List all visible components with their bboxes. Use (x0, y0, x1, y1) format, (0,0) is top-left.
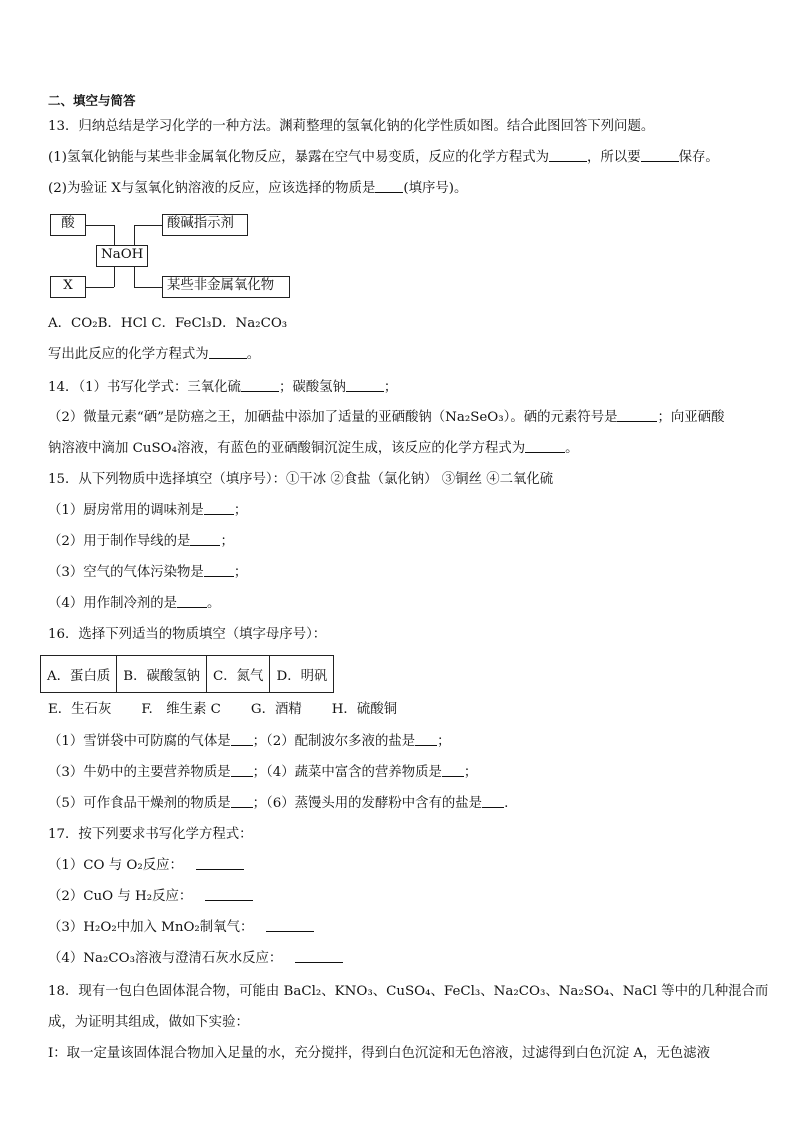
q17-item: （1）CO 与 O₂反应： (48, 857, 244, 875)
q13-choices: A．CO₂B．HCl C．FeCl₃D．Na₂CO₃ (48, 316, 288, 331)
connector-line (86, 225, 114, 226)
q16-stem: 16．选择下列适当的物质填空（填字母序号）： (48, 627, 327, 642)
answer-blank (204, 564, 234, 577)
q14-line1: 14．（1）书写化学式：三氧化硫 ；碳酸氢钠 ； (48, 380, 398, 395)
connector-line (114, 225, 115, 245)
q15-item: （1）厨房常用的调味剂是 ； (48, 503, 248, 518)
diagram-oxide-box: 某些非金属氧化物 (162, 276, 290, 298)
connector-line (86, 287, 114, 288)
answer-blank (549, 149, 587, 162)
answer-blank (482, 795, 504, 808)
connector-line (134, 287, 162, 288)
diagram-indicator-box: 酸碱指示剂 (162, 214, 248, 236)
q18-line2: 成，为证明其组成，做如下实验： (48, 1015, 249, 1030)
answer-blank (231, 795, 253, 808)
answer-blank (196, 857, 244, 870)
answer-blank (205, 888, 253, 901)
q14-line2: （2）微量元素“硒”是防癌之王，加硒盐中添加了适量的亚硒酸钠（Na₂SeO₃）。硒的元素符号是 ；向亚硒酸 (48, 410, 725, 425)
diagram-x-box: X (50, 276, 86, 298)
answer-blank (231, 733, 253, 746)
q17-item: （2）CuO 与 H₂反应： (48, 888, 253, 906)
answer-blank (442, 764, 464, 777)
q13-stem: 13．归纳总结是学习化学的一种方法。渊莉整理的氢氧化钠的化学性质如图。结合此图回答下列问题。 (48, 119, 655, 134)
q16-line3: （5）可作食品干燥剂的物质是 ；（6）蒸馒头用的发酵粉中含有的盐是 . (48, 796, 509, 811)
q18-line1: 18．现有一包白色固体混合物，可能由 BaCl₂、KNO₃、CuSO₄、FeCl₃、Na₂CO₃、Na₂SO₄、NaCl 等中的几种混合而 (48, 984, 769, 999)
q13-part2: (2)为验证 X与氢氧化钠溶液的反应，应该选择的物质是 (填序号)。 (48, 181, 468, 196)
q15-item: （2）用于制作导线的是 ； (48, 534, 234, 549)
diagram-naoh-box: NaOH (96, 245, 148, 267)
option-cell: B．碳酸氢钠 (117, 656, 207, 693)
option-cell: A．蛋白质 (41, 656, 117, 693)
answer-blank (346, 379, 384, 392)
q16-options-row2: E．生石灰 F. 维生素 C G．酒精 H．硫酸铜 (48, 702, 397, 717)
q15-item: （4）用作制冷剂的是 。 (48, 596, 221, 611)
option-cell: C．氮气 (207, 656, 270, 693)
q13-write: 写出此反应的化学方程式为 。 (48, 347, 261, 362)
q17-stem: 17．按下列要求书写化学方程式： (48, 827, 253, 842)
q17-item: （4）Na₂CO₃溶液与澄清石灰水反应： (48, 950, 343, 968)
q17-item: （3）H₂O₂中加入 MnO₂制氧气： (48, 919, 314, 937)
diagram-acid-box: 酸 (50, 214, 86, 236)
q16-options-table (40, 655, 334, 693)
q18-line3: Ⅰ：取一定量该固体混合物加入足量的水，充分搅拌，得到白色沉淀和无色溶液，过滤得到白色沉淀 A，无色滤液 (48, 1046, 710, 1061)
answer-blank (204, 502, 234, 515)
connector-line (134, 267, 135, 287)
connector-line (134, 225, 162, 226)
q16-line2: （3）牛奶中的主要营养物质是 ；（4）蔬菜中富含的营养物质是 ； (48, 765, 478, 780)
answer-blank (231, 764, 253, 777)
answer-blank (177, 595, 207, 608)
answer-blank (190, 533, 220, 546)
connector-line (134, 225, 135, 245)
connector-line (114, 267, 115, 287)
q15-item: （3）空气的气体污染物是 ； (48, 565, 248, 580)
answer-blank (375, 180, 403, 193)
answer-blank (415, 733, 437, 746)
answer-blank (525, 440, 565, 453)
answer-blank (209, 346, 247, 359)
q14-line3: 钠溶液中滴加 CuSO₄溶液，有蓝色的亚硒酸铜沉淀生成，该反应的化学方程式为 。 (48, 441, 579, 456)
answer-blank (241, 379, 279, 392)
q16-line1: （1）雪饼袋中可防腐的气体是 ；（2）配制波尔多液的盐是 ； (48, 734, 451, 749)
answer-blank (617, 409, 657, 422)
q15-stem: 15．从下列物质中选择填空（填序号）：①干冰 ②食盐（氯化钠） ③铜丝 ④二氧化硫 (48, 472, 554, 487)
answer-blank (266, 919, 314, 932)
q13-part1: (1)氢氧化钠能与某些非金属氧化物反应，暴露在空气中易变质，反应的化学方程式为 ，所以要 保存。 (48, 150, 719, 165)
section-title: 二、填空与简答 (48, 93, 136, 108)
answer-blank (295, 950, 343, 963)
option-cell: D．明矾 (270, 656, 334, 693)
answer-blank (641, 149, 679, 162)
